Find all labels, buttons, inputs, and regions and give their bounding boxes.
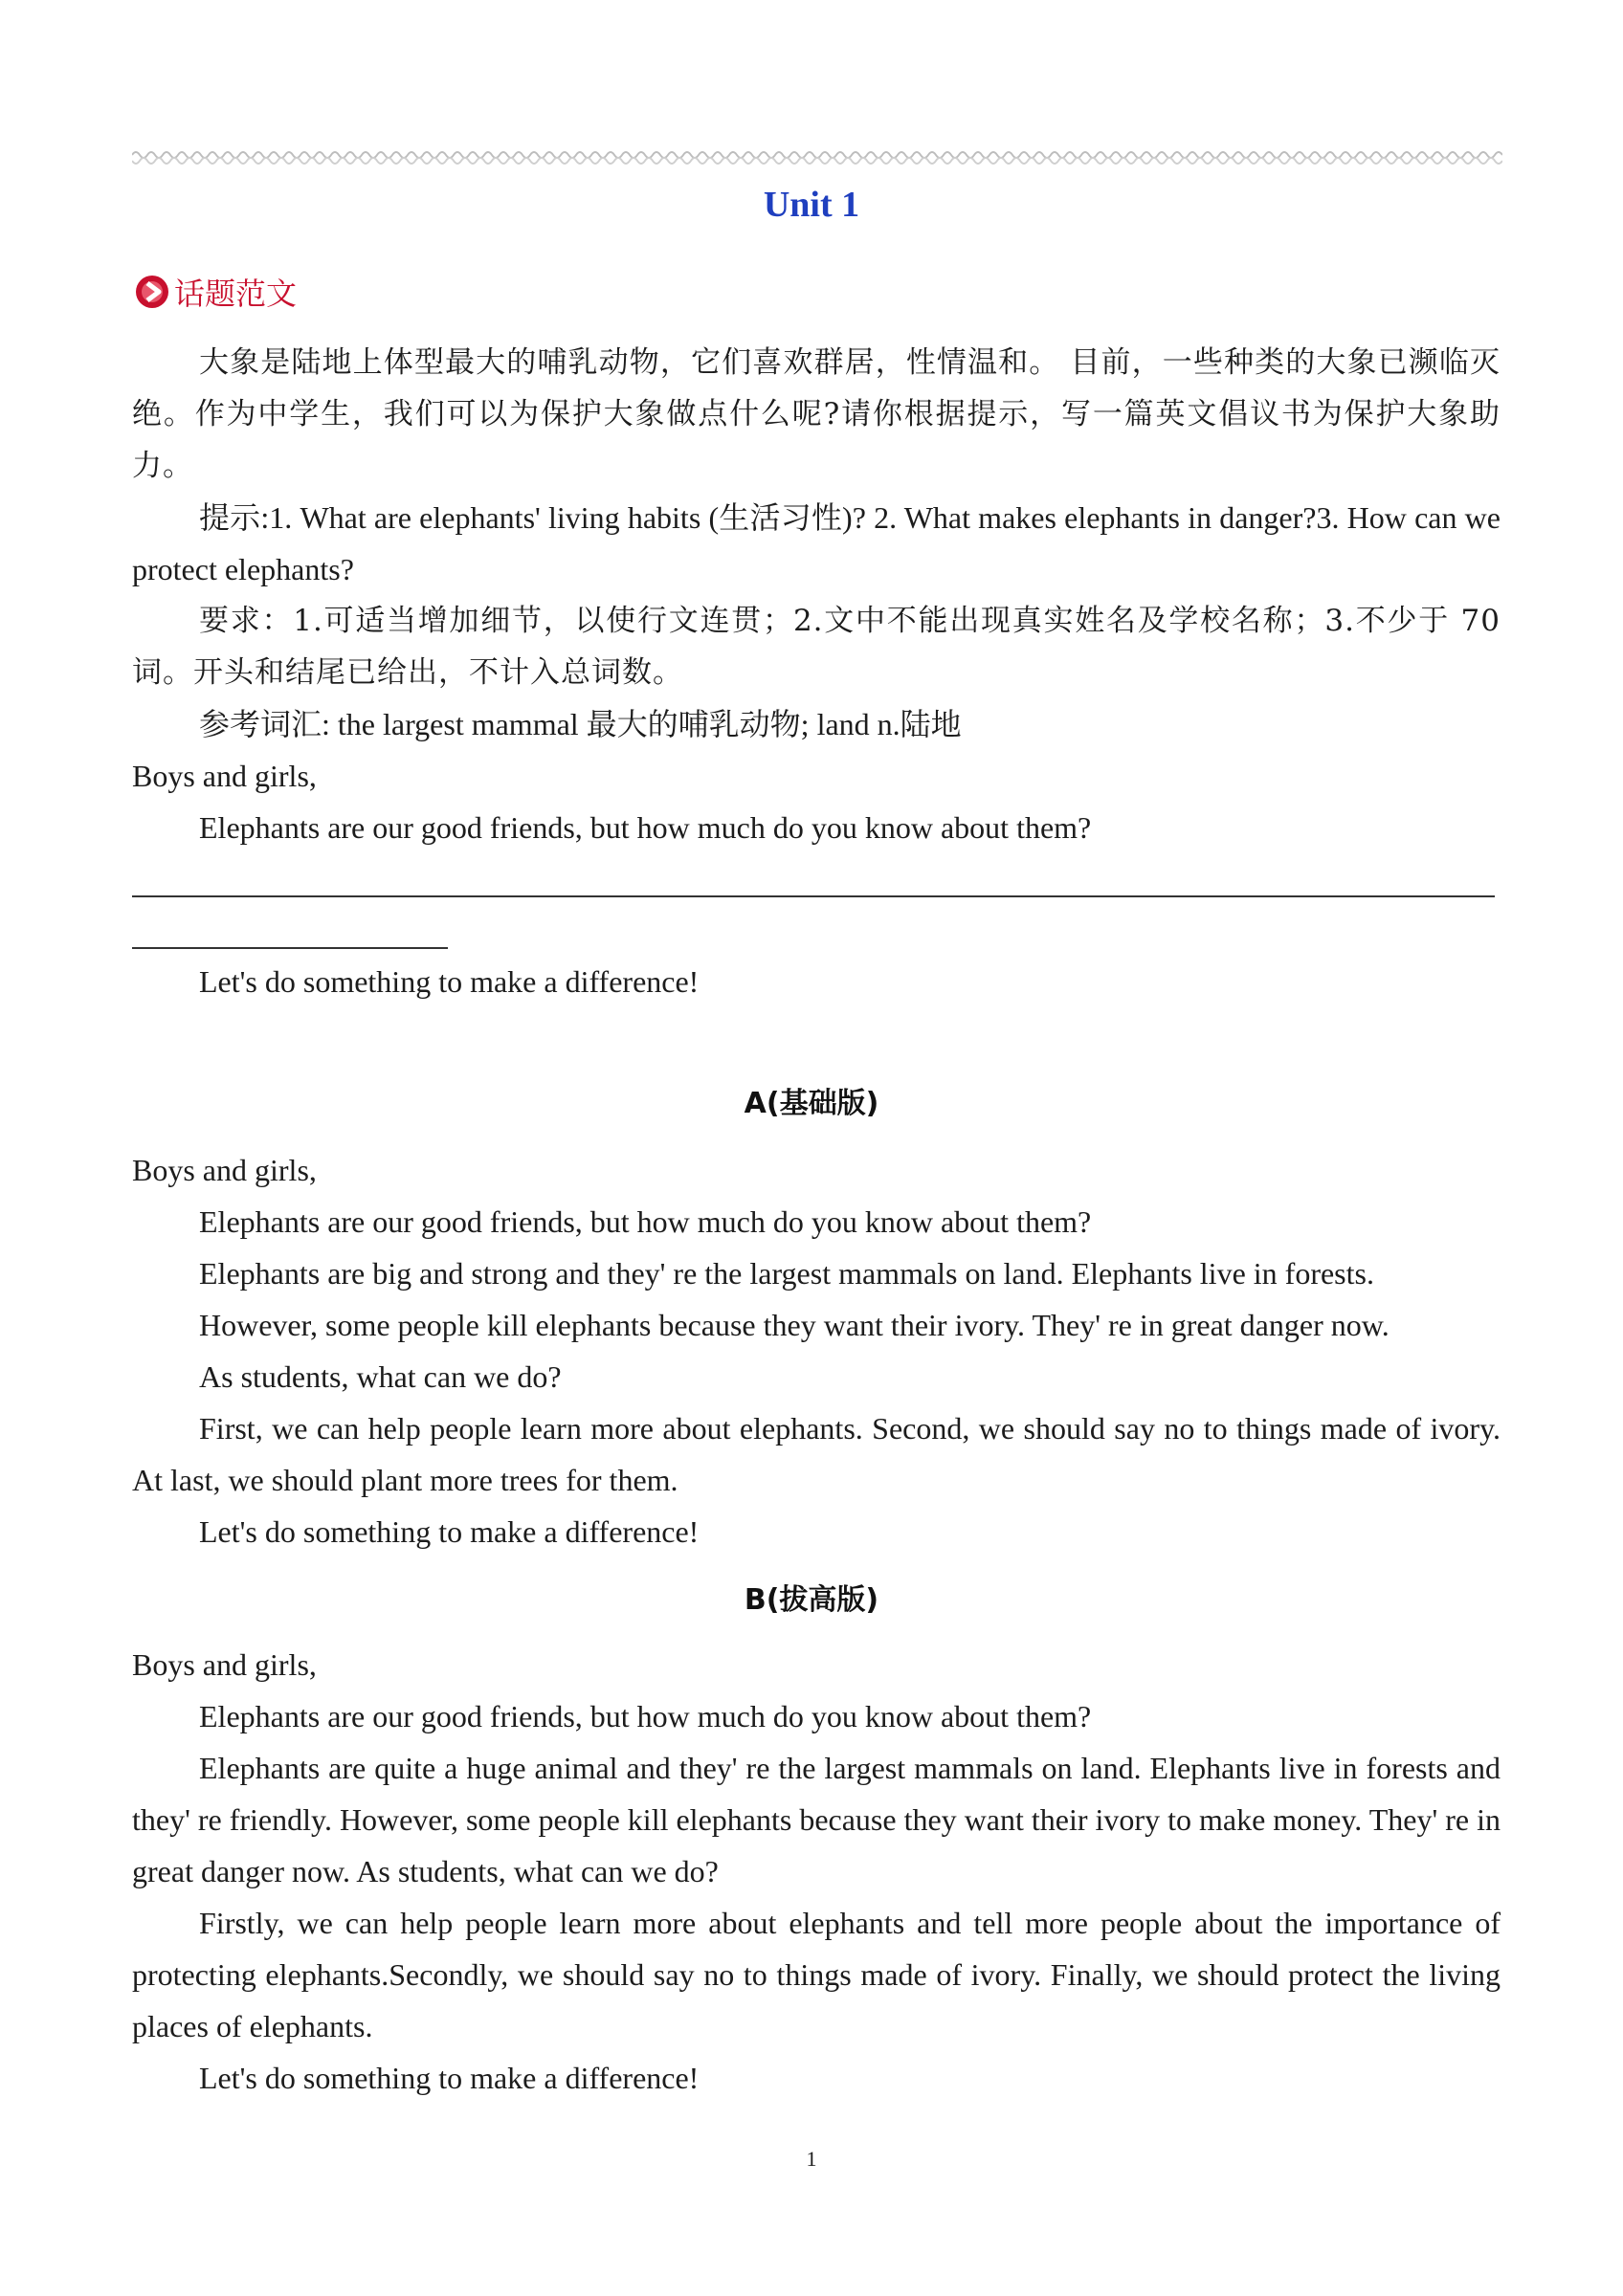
prompt-section <box>132 337 1501 853</box>
topic-label: 话题范文 <box>174 276 298 312</box>
version-a-heading: A(基础版) <box>744 1087 879 1120</box>
prompt-intro: 大象是陆地上体型最大的哺乳动物，它们喜欢群居，性情温和。 目前，一些种类的大象已濒临灭绝。作为中学生，我们可以为保护大象做点什么呢?请你根据提示，写一篇英文倡议书为保护大象助力。 <box>132 345 1501 483</box>
version-a-line: As students, what can we do? <box>199 1359 562 1394</box>
decorative-wave-divider <box>132 149 1502 166</box>
prompt-hints: 提示:1. What are elephants' living habits (生活习性)? 2. What makes elephants in danger?3. How can we protect elephants? <box>132 500 1501 586</box>
version-b-para2: Firstly, we can help people learn more about elephants and tell more people about the importance of protecting elephants.Secondly, we should say no to things made of ivory. Finally, we should protect the living places of elephants. <box>132 1906 1501 2043</box>
version-b-opening: Elephants are our good friends, but how much do you know about them? <box>199 1699 1092 1733</box>
answer-blank-line-1 <box>132 895 1495 897</box>
page-title: Unit 1 <box>763 185 860 225</box>
version-a-line: However, some people kill elephants because they want their ivory. They' re in great danger now. <box>199 1308 1390 1342</box>
version-b-para1: Elephants are quite a huge animal and they' re the largest mammals on land. Elephants live in forests and they' re friendly. However, some people kill elephants because they want their ivory to make money. They' re in great danger now. As students, what can we do? <box>132 1751 1501 1888</box>
page-number: 1 <box>806 2147 817 2171</box>
version-b-closing: Let's do something to make a difference! <box>199 2061 700 2095</box>
version-b-greeting: Boys and girls, <box>132 1647 317 1682</box>
answer-blank-line-2 <box>132 947 448 949</box>
version-a-section <box>132 1144 1501 1557</box>
version-a-para2: First, we can help people learn more about elephants. Second, we should say no to things made of ivory. At last, we should plant more trees for them. <box>132 1411 1501 1497</box>
chevron-right-circle-icon <box>134 274 170 310</box>
version-b-heading: B(拔高版) <box>744 1583 879 1617</box>
version-b-section <box>132 1639 1501 2104</box>
prompt-opening: Elephants are our good friends, but how much do you know about them? <box>199 810 1092 845</box>
prompt-requirements: 要求：1.可适当增加细节，以使行文连贯；2.文中不能出现真实姓名及学校名称；3.不少于 70 词。开头和结尾已给出，不计入总词数。 <box>132 604 1501 690</box>
version-a-closing: Let's do something to make a difference! <box>199 1514 700 1549</box>
prompt-closing-block <box>132 956 1501 1007</box>
prompt-greeting: Boys and girls, <box>132 759 317 793</box>
version-a-line: Elephants are big and strong and they' re the largest mammals on land. Elephants live in forests. <box>199 1256 1374 1291</box>
version-a-line: Elephants are our good friends, but how much do you know about them? <box>199 1204 1092 1239</box>
prompt-vocab: 参考词汇: the largest mammal 最大的哺乳动物; land n.陆地 <box>199 707 962 741</box>
prompt-closing: Let's do something to make a difference! <box>199 964 700 999</box>
topic-header <box>134 270 297 314</box>
version-a-greeting: Boys and girls, <box>132 1153 317 1187</box>
